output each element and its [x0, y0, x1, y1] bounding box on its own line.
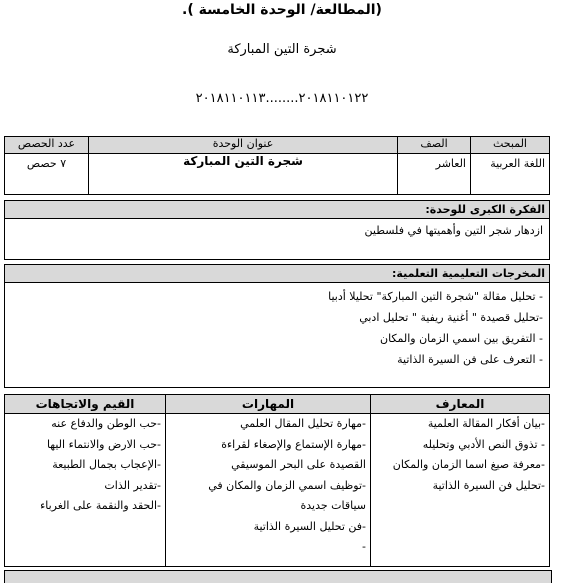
outcome-item: - التفريق بين اسمي الزمان والمكان — [380, 332, 543, 345]
outcome-item: - تحليل مقالة "شجرة التين المباركة" تحليلا أدبيا — [328, 290, 543, 303]
date-range: ٢٠١٨١١٠١٢٢........٢٠١٨١١٠١١٣ — [195, 91, 369, 106]
values-header: القيم والاتجاهات — [5, 395, 166, 414]
value-item: -الإعجاب بجمال الطبيعة — [52, 458, 161, 471]
page-title: (المطالعة/ الوحدة الخامسة ). — [182, 2, 382, 18]
knowledge-item: -بيان أفكار المقالة العلمية — [427, 417, 545, 430]
skill-item: -مهارة الإستماع والإصغاء لقراءة — [221, 437, 366, 451]
next-section-cutoff — [4, 570, 552, 583]
knowledge-item: -تحليل فن السيرة الذاتية — [432, 478, 545, 492]
skill-item: القصيدة على البحر الموسيقي — [231, 458, 366, 471]
value-subject: اللغة العربية — [471, 154, 550, 195]
value-item: -الحقد والنقمة على الغرباء — [40, 499, 161, 512]
value-grade: العاشر — [398, 154, 471, 195]
big-idea-section — [4, 200, 550, 260]
knowledge-cell — [371, 414, 550, 567]
header-grade: الصف — [398, 137, 471, 154]
big-idea-text: ازدهار شجر التين وأهميتها في فلسطين — [364, 224, 543, 237]
header-unit-title: عنوان الوحدة — [89, 137, 398, 154]
info-table — [4, 136, 550, 195]
outcomes-label: المخرجات التعليمية التعلمية: — [5, 265, 549, 283]
unit-name: شجرة التين المباركة — [227, 42, 337, 57]
skills-header: المهارات — [166, 395, 371, 414]
value-item: -تقدير الذات — [104, 478, 161, 492]
outcome-item: -تحليل قصيدة " أغنية ريفية " تحليل ادبي — [359, 311, 543, 324]
values-cell — [5, 414, 166, 567]
value-unit-title: شجرة التين المباركة — [89, 154, 398, 195]
skill-item: -توظيف اسمي الزمان والمكان في — [208, 478, 366, 492]
knowledge-item: - تذوق النص الأدبي وتحليله — [422, 437, 545, 451]
competencies-table — [4, 394, 550, 567]
outcomes-section — [4, 264, 550, 388]
skills-cell — [166, 414, 371, 567]
knowledge-item: -معرفة صيغ اسما الزمان والمكان — [392, 458, 545, 471]
outcome-item: - التعرف على فن السيرة الذاتية — [397, 353, 543, 366]
big-idea-label: الفكرة الكبرى للوحدة: — [5, 201, 549, 219]
skill-item: -فن تحليل السيرة الذاتية — [253, 519, 366, 533]
skill-item: -مهارة تحليل المقال العلمي — [240, 417, 366, 430]
header-subject: المبحث — [471, 137, 550, 154]
value-periods: ٧ حصص — [5, 154, 89, 195]
skill-item: سياقات جديدة — [300, 499, 366, 512]
header-periods: عدد الحصص — [5, 137, 89, 154]
skill-item: - — [362, 540, 366, 553]
value-item: -حب الوطن والدفاع عنه — [51, 417, 161, 430]
knowledge-header: المعارف — [371, 395, 550, 414]
value-item: -حب الارض والانتماء اليها — [46, 437, 161, 451]
